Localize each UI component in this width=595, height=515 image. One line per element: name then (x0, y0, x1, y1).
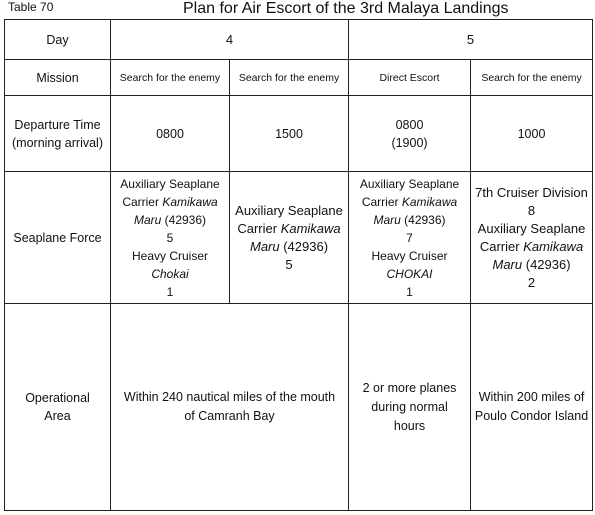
table-row-seaplane-force (5, 172, 593, 304)
force-line (474, 238, 589, 256)
ship-name: Kamikawa (280, 220, 341, 236)
force-text: (42936) (279, 238, 329, 254)
seaplane-force-cell (230, 172, 349, 304)
departure-time: 0800 (156, 126, 184, 141)
departure-time-cell (230, 96, 349, 172)
departure-time-cell (111, 96, 230, 172)
table-row-mission (5, 60, 593, 96)
day-5-cell: 5 (349, 20, 593, 60)
row-header-day: Day (5, 20, 111, 60)
area-line: 2 or more planes (362, 380, 457, 395)
force-text: Carrier (361, 194, 402, 209)
force-line: Heavy Cruiser (371, 248, 448, 263)
ship-name: Chokai (151, 266, 189, 281)
departure-time: 1000 (517, 126, 546, 141)
mission-cell: Search for the enemy (230, 60, 349, 96)
plane-count: 5 (285, 256, 293, 272)
force-line: Auxiliary Seaplane (359, 176, 460, 191)
arrival-time: (1900) (391, 135, 428, 150)
force-text: Carrier (237, 220, 281, 236)
force-line (114, 247, 226, 283)
seaplane-force-cell (349, 172, 471, 304)
plane-count: 1 (166, 284, 174, 299)
force-line: Auxiliary Seaplane (120, 176, 220, 191)
force-line (474, 256, 589, 274)
operational-area-cell (349, 304, 471, 511)
ship-name: Maru (492, 256, 523, 272)
plane-count: 8 (527, 202, 536, 218)
force-text: (42936) (400, 212, 446, 227)
force-line (352, 265, 467, 283)
force-line: Auxiliary Seaplane (235, 202, 343, 218)
operational-area-cell (111, 304, 349, 511)
departure-time: 0800 (395, 117, 424, 132)
force-line (233, 220, 345, 238)
area-line: Poulo Condor Island (474, 409, 589, 423)
plane-count: 2 (527, 274, 536, 290)
seaplane-force-cell (471, 172, 593, 304)
area-line: Within 240 nautical miles of the mouth (123, 390, 336, 404)
table-row-departure (5, 96, 593, 172)
ship-name: Maru (249, 238, 280, 254)
force-text: Carrier (479, 238, 524, 254)
ship-name: Kamikawa (162, 194, 218, 209)
ship-name: Kamikawa (401, 194, 458, 209)
table-row-operational-area (5, 304, 593, 511)
table-row-day (5, 20, 593, 60)
operational-label-line1: Operational (25, 391, 90, 405)
row-header-departure (5, 96, 111, 172)
ship-name: Kamikawa (523, 238, 584, 254)
departure-time: 1500 (275, 126, 303, 141)
force-line (352, 193, 467, 211)
ship-name: Maru (373, 212, 401, 227)
area-line: of Camranh Bay (184, 409, 275, 423)
ship-name: CHOKAI (386, 266, 433, 281)
departure-label-line2: (morning arrival) (12, 135, 103, 150)
operational-label-line2: Area (44, 409, 71, 423)
area-line: Within 200 miles of (478, 390, 585, 404)
area-line: during normal (371, 399, 448, 414)
force-text: (42936) (161, 212, 207, 227)
ship-name: Maru (133, 212, 162, 227)
table-number: Table 70 (8, 0, 54, 14)
mission-cell: Direct Escort (349, 60, 471, 96)
force-text: Heavy Cruiser (131, 248, 209, 263)
force-text: Carrier (122, 194, 163, 209)
page-title: Plan for Air Escort of the 3rd Malaya Landings (183, 0, 509, 17)
day-4-cell: 4 (111, 20, 349, 60)
departure-time-cell (349, 96, 471, 172)
air-escort-table (4, 19, 593, 511)
mission-cell: Search for the enemy (111, 60, 230, 96)
force-line (114, 193, 226, 211)
departure-label-line1: Departure Time (14, 117, 101, 132)
mission-cell: Search for the enemy (471, 60, 593, 96)
row-header-seaplane-force: Seaplane Force (5, 172, 111, 304)
force-line (114, 211, 226, 229)
plane-count: 7 (406, 230, 413, 245)
plane-count: 1 (406, 284, 413, 299)
force-line (233, 238, 345, 256)
seaplane-force-cell (111, 172, 230, 304)
plane-count: 5 (166, 230, 174, 245)
force-line (352, 211, 467, 229)
operational-area-cell (471, 304, 593, 511)
area-line: hours (393, 418, 426, 433)
force-text: (42936) (522, 256, 571, 272)
departure-time-cell (471, 96, 593, 172)
force-line: Auxiliary Seaplane (477, 220, 586, 236)
row-header-mission: Mission (5, 60, 111, 96)
row-header-operational-area (5, 304, 111, 511)
force-line: 7th Cruiser Division (475, 184, 588, 200)
